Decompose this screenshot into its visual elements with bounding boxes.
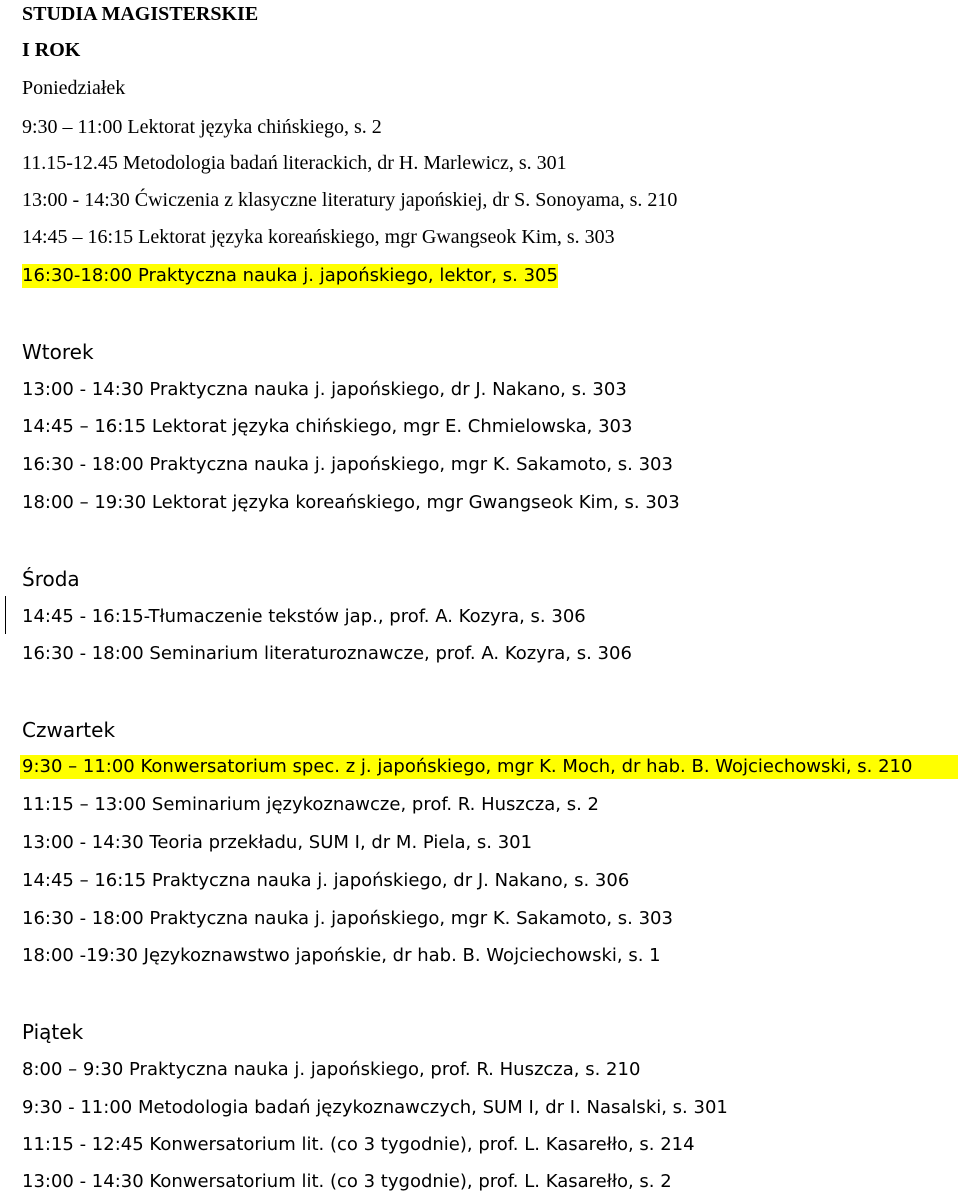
tuesday-entry-4: 18:00 – 19:30 Lektorat języka koreańskiego, mgr Gwangseok Kim, s. 303 <box>22 492 680 513</box>
monday-entry-3: 13:00 - 14:30 Ćwiczenia z klasyczne literatury japońskiej, dr S. Sonoyama, s. 210 <box>22 189 678 211</box>
friday-entry-3: 11:15 - 12:45 Konwersatorium lit. (co 3 tygodnie), prof. L. Kasarełło, s. 214 <box>22 1134 695 1155</box>
thursday-entry-3: 13:00 - 14:30 Teoria przekładu, SUM I, dr M. Piela, s. 301 <box>22 832 533 853</box>
day-heading-monday: Poniedziałek <box>22 77 126 99</box>
thursday-entry-1-highlighted: 9:30 – 11:00 Konwersatorium spec. z j. japońskiego, mgr K. Moch, dr hab. B. Wojciechowski, s. 210 <box>20 755 958 779</box>
monday-entry-4: 14:45 – 16:15 Lektorat języka koreańskiego, mgr Gwangseok Kim, s. 303 <box>22 226 615 248</box>
program-heading: STUDIA MAGISTERSKIE <box>22 3 259 25</box>
thursday-entry-2: 11:15 – 13:00 Seminarium językoznawcze, prof. R. Huszcza, s. 2 <box>22 794 599 815</box>
wednesday-entry-1: 14:45 - 16:15-Tłumaczenie tekstów jap., prof. A. Kozyra, s. 306 <box>22 606 586 627</box>
thursday-entry-6: 18:00 -19:30 Językoznawstwo japońskie, dr hab. B. Wojciechowski, s. 1 <box>22 945 661 966</box>
revision-change-bar <box>5 596 6 634</box>
friday-entry-1: 8:00 – 9:30 Praktyczna nauka j. japońskiego, prof. R. Huszcza, s. 210 <box>22 1059 641 1080</box>
thursday-entry-5: 16:30 - 18:00 Praktyczna nauka j. japońskiego, mgr K. Sakamoto, s. 303 <box>22 908 673 929</box>
year-heading: I ROK <box>22 39 81 61</box>
tuesday-entry-3: 16:30 - 18:00 Praktyczna nauka j. japońskiego, mgr K. Sakamoto, s. 303 <box>22 454 673 475</box>
wednesday-entry-2: 16:30 - 18:00 Seminarium literaturoznawcze, prof. A. Kozyra, s. 306 <box>22 643 632 664</box>
day-heading-wednesday: Środa <box>22 567 80 591</box>
friday-entry-4: 13:00 - 14:30 Konwersatorium lit. (co 3 tygodnie), prof. L. Kasarełło, s. 2 <box>22 1171 672 1192</box>
friday-entry-2: 9:30 - 11:00 Metodologia badań językoznawczych, SUM I, dr I. Nasalski, s. 301 <box>22 1097 728 1118</box>
day-heading-friday: Piątek <box>22 1020 84 1044</box>
day-heading-thursday: Czwartek <box>22 718 116 742</box>
monday-entry-2: 11.15-12.45 Metodologia badań literackich, dr H. Marlewicz, s. 301 <box>22 152 567 174</box>
monday-entry-1: 9:30 – 11:00 Lektorat języka chińskiego, s. 2 <box>22 116 382 138</box>
monday-entry-5-highlighted: 16:30-18:00 Praktyczna nauka j. japońskiego, lektor, s. 305 <box>22 265 558 286</box>
thursday-entry-4: 14:45 – 16:15 Praktyczna nauka j. japońskiego, dr J. Nakano, s. 306 <box>22 870 630 891</box>
day-heading-tuesday: Wtorek <box>22 340 94 364</box>
tuesday-entry-1: 13:00 - 14:30 Praktyczna nauka j. japońskiego, dr J. Nakano, s. 303 <box>22 379 627 400</box>
tuesday-entry-2: 14:45 – 16:15 Lektorat języka chińskiego, mgr E. Chmielowska, 303 <box>22 416 633 437</box>
